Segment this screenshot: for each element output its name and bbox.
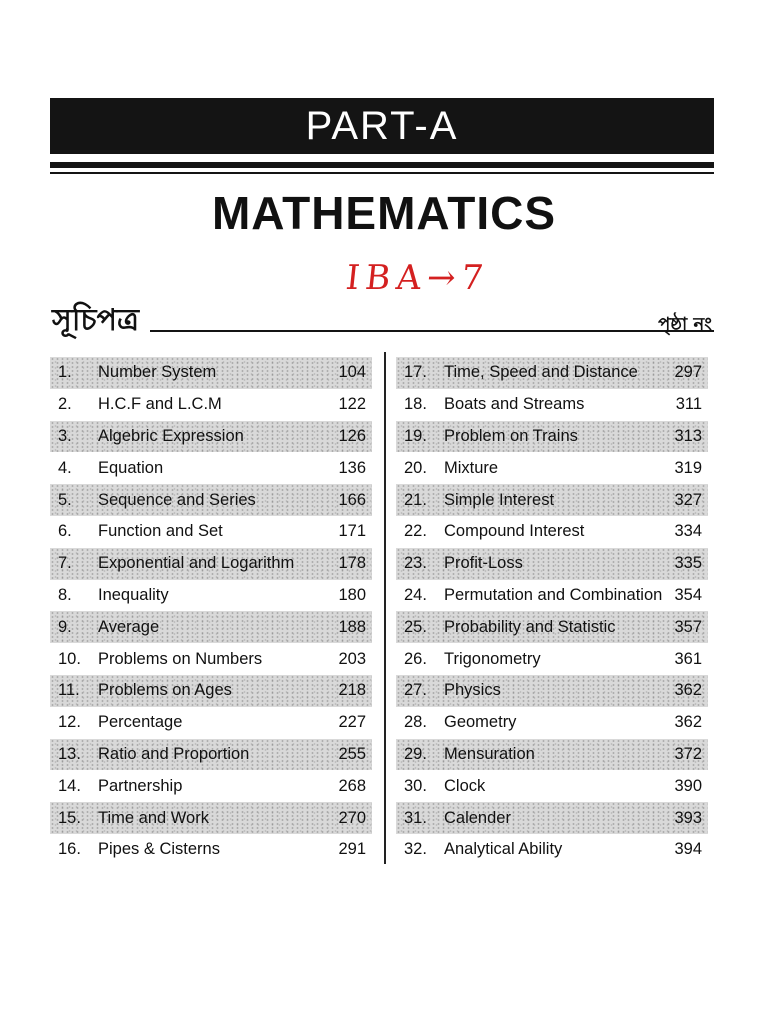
toc-entry-number: 8. — [58, 585, 72, 604]
toc-entry — [396, 580, 708, 612]
toc-entry-page: 390 — [674, 776, 702, 795]
toc-entry — [396, 548, 708, 580]
toc-entry-page: 136 — [338, 458, 366, 477]
toc-entry-number: 26. — [404, 649, 427, 668]
toc-entry-number: 17. — [404, 363, 427, 382]
toc-entry-page: 268 — [338, 776, 366, 795]
toc-entry-number: 18. — [404, 395, 427, 414]
toc-entry — [50, 389, 372, 421]
toc-entry — [50, 770, 372, 802]
toc-entry-page: 171 — [338, 522, 366, 541]
toc-entry-page: 178 — [338, 554, 366, 573]
toc-entry — [396, 643, 708, 675]
toc-entry-number: 21. — [404, 490, 427, 509]
toc-entry — [396, 770, 708, 802]
toc-entry — [396, 707, 708, 739]
toc-entry-number: 27. — [404, 681, 427, 700]
toc-entry-number: 15. — [58, 808, 81, 827]
toc-entry-title: Trigonometry — [444, 649, 541, 668]
toc-entry-title: Analytical Ability — [444, 840, 563, 859]
toc-entry-title: H.C.F and L.C.M — [98, 395, 222, 414]
toc-entry-title: Mixture — [444, 458, 499, 477]
toc-entry — [396, 357, 708, 389]
divider-thick — [50, 162, 714, 168]
toc-entry — [396, 516, 708, 548]
toc-entry-title: Mensuration — [444, 744, 535, 763]
toc-entry — [396, 802, 708, 834]
toc-entry-title: Exponential and Logarithm — [98, 554, 295, 573]
toc-entry-page: 291 — [338, 840, 366, 859]
toc-entry-number: 28. — [404, 713, 427, 732]
toc-entry-page: 361 — [674, 649, 702, 668]
toc-entry — [396, 675, 708, 707]
toc-entry-page: 122 — [338, 395, 366, 414]
toc-entry-page: 218 — [338, 681, 366, 700]
toc-entry-title: Problems on Numbers — [98, 649, 263, 668]
toc-entry — [50, 484, 372, 516]
toc-entry-title: Calender — [444, 808, 511, 827]
toc-entry-title: Partnership — [98, 776, 183, 795]
toc-entry-number: 13. — [58, 744, 81, 763]
toc-right-column — [396, 357, 708, 866]
toc-entry — [50, 739, 372, 771]
toc-entry-number: 3. — [58, 426, 72, 445]
toc-entry-number: 20. — [404, 458, 427, 477]
toc-entry-title: Sequence and Series — [98, 490, 256, 509]
toc-entry-title: Profit-Loss — [444, 554, 523, 573]
toc-entry-page: 203 — [338, 649, 366, 668]
toc-entry — [396, 389, 708, 421]
toc-entry-title: Clock — [444, 776, 486, 795]
toc-entry-page: 334 — [674, 522, 702, 541]
toc-left-column — [50, 357, 372, 866]
toc-entry-number: 6. — [58, 522, 72, 541]
toc-entry — [50, 834, 372, 866]
toc-entry-number: 1. — [58, 363, 72, 382]
toc-entry-title: Time and Work — [98, 808, 209, 827]
toc-entry — [50, 516, 372, 548]
toc-entry-number: 4. — [58, 458, 72, 477]
toc-entry-number: 23. — [404, 554, 427, 573]
toc-entry-number: 10. — [58, 649, 81, 668]
toc-entry-number: 24. — [404, 585, 427, 604]
toc-entry-page: 188 — [338, 617, 366, 636]
toc-entry-number: 30. — [404, 776, 427, 795]
toc-entry-page: 335 — [674, 554, 702, 573]
toc-entry-title: Pipes & Cisterns — [98, 840, 220, 859]
column-divider — [384, 352, 386, 864]
toc-entry-number: 19. — [404, 426, 427, 445]
toc-entry — [396, 611, 708, 643]
toc-entry-page: 372 — [674, 744, 702, 763]
toc-entry-number: 31. — [404, 808, 427, 827]
toc-entry-page: 227 — [338, 713, 366, 732]
toc-heading: সূচিপত্র — [52, 303, 139, 338]
toc-entry-title: Equation — [98, 458, 164, 477]
toc-entry-title: Compound Interest — [444, 522, 585, 541]
toc-entry-title: Probability and Statistic — [444, 617, 616, 636]
toc-entry — [396, 484, 708, 516]
toc-entry-page: 180 — [338, 585, 366, 604]
toc-entry-number: 14. — [58, 776, 81, 795]
toc-entry-title: Algebric Expression — [98, 426, 244, 445]
toc-entry-title: Problems on Ages — [98, 681, 232, 700]
toc-entry-title: Inequality — [98, 585, 169, 604]
toc-entry — [50, 675, 372, 707]
toc-entry — [50, 643, 372, 675]
toc-entry-number: 25. — [404, 617, 427, 636]
toc-entry-title: Geometry — [444, 713, 517, 732]
toc-entry-title: Physics — [444, 681, 501, 700]
page-number-label: পৃষ্ঠা নং — [658, 314, 712, 335]
toc-entry-page: 126 — [338, 426, 366, 445]
page-title: MATHEMATICS — [211, 187, 557, 239]
toc-entry-page: 166 — [338, 490, 366, 509]
toc-entry — [396, 421, 708, 453]
toc-entry — [50, 357, 372, 389]
toc-entry-title: Time, Speed and Distance — [444, 363, 638, 382]
toc-entry-number: 2. — [58, 395, 72, 414]
toc-entry — [50, 580, 372, 612]
toc-entry-page: 362 — [674, 713, 702, 732]
toc-entry-title: Average — [98, 617, 160, 636]
toc-entry-number: 7. — [58, 554, 72, 573]
divider-thin — [50, 172, 714, 174]
toc-entry-title: Simple Interest — [444, 490, 555, 509]
toc-entry-number: 12. — [58, 713, 81, 732]
toc-entry-page: 394 — [674, 840, 702, 859]
toc-entry — [396, 452, 708, 484]
toc-entry — [396, 834, 708, 866]
toc-entry-number: 5. — [58, 490, 72, 509]
toc-entry-page: 354 — [674, 585, 702, 604]
toc-entry-title: Number System — [98, 363, 217, 382]
toc-entry-page: 357 — [674, 617, 702, 636]
toc-entry-number: 29. — [404, 744, 427, 763]
toc-underline — [150, 330, 714, 332]
toc-entry-number: 32. — [404, 840, 427, 859]
toc-entry-title: Boats and Streams — [444, 395, 585, 414]
toc-entry-page: 297 — [674, 363, 702, 382]
toc-entry — [50, 707, 372, 739]
toc-entry — [50, 802, 372, 834]
toc-entry-page: 313 — [674, 426, 702, 445]
toc-entry-page: 104 — [338, 363, 366, 382]
toc-entry-title: Ratio and Proportion — [98, 744, 250, 763]
toc-entry-title: Percentage — [98, 713, 183, 732]
toc-entry-number: 9. — [58, 617, 72, 636]
toc-entry-number: 22. — [404, 522, 427, 541]
part-banner: PART-A — [50, 98, 714, 154]
toc-entry-number: 16. — [58, 840, 81, 859]
toc-entry-number: 11. — [58, 681, 80, 700]
toc-entry-title: Permutation and Combination — [444, 585, 663, 604]
toc-entry — [50, 452, 372, 484]
handwritten-note: IBA→7 — [343, 258, 492, 298]
toc-entry — [396, 739, 708, 771]
toc-entry-title: Function and Set — [98, 522, 223, 541]
toc-entry-page: 362 — [674, 681, 702, 700]
toc-entry-page: 311 — [675, 395, 702, 414]
toc-entry-page: 327 — [674, 490, 702, 509]
toc-entry — [50, 548, 372, 580]
toc-entry-page: 319 — [674, 458, 702, 477]
toc-entry — [50, 611, 372, 643]
toc-entry-page: 255 — [338, 744, 366, 763]
toc-entry-page: 270 — [338, 808, 366, 827]
toc-entry-title: Problem on Trains — [444, 426, 578, 445]
toc-entry — [50, 421, 372, 453]
toc-entry-page: 393 — [674, 808, 702, 827]
